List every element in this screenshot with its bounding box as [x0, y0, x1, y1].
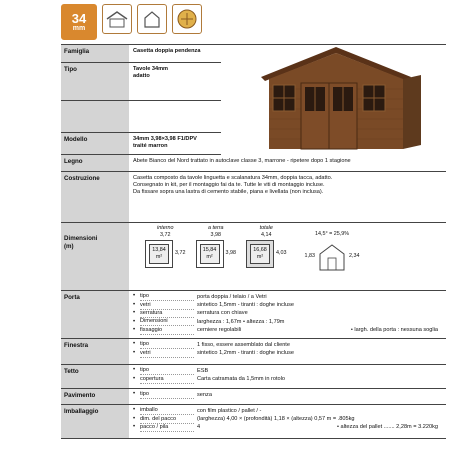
dim-totale-depth: 4,03	[276, 250, 287, 257]
porta-value: cerniere regolabili	[197, 327, 242, 334]
label-modello: Modello	[61, 133, 129, 154]
row-porta	[61, 291, 446, 339]
dim-a-terra-caption: a terra	[207, 225, 224, 231]
row-imballaggio	[61, 405, 446, 439]
modello-line2: traité marron	[133, 142, 168, 149]
row-famiglia	[61, 45, 221, 63]
finestra-key: tipo	[140, 341, 194, 349]
dimensioni-unit: (m)	[64, 242, 74, 250]
row-finestra	[61, 339, 446, 365]
tipo-line2: adatto	[133, 72, 150, 79]
list-item: • tipo ESB	[133, 367, 209, 374]
floor-plan-totale	[246, 240, 274, 268]
product-image	[221, 45, 446, 155]
finestra-key: vetri	[140, 350, 194, 358]
dim-interno-depth: 3,72	[175, 250, 186, 257]
imballaggio-value-extra: • altezza del pallet ....... 2,28m = 3.220kg	[337, 424, 438, 431]
wood-treatment-icon	[172, 4, 202, 34]
modello-line1: 34mm 3,98×3,98 F1/DPV	[133, 136, 197, 142]
label-tipo: Tipo	[61, 63, 129, 100]
value-finestra	[129, 339, 446, 364]
tetto-key: tipo	[140, 367, 194, 375]
list-item: • copertura Carta catramata da 1,5mm in rotolo	[133, 375, 285, 383]
porta-key: Dimensioni	[140, 318, 194, 326]
finestra-value: sintetico 1,2mm - tiranti : doghe incluse	[197, 350, 295, 357]
tetto-key: copertura	[140, 376, 194, 384]
costruzione-line: Da fissare sopra una lastra di cemento stabile, piana e livellata (non inclusa).	[133, 188, 324, 195]
list-item: • imballo con film plastico / pallet / -	[133, 407, 262, 414]
porta-key: fissaggio	[140, 327, 194, 335]
costruzione-line: Consegnato in kit, per il montaggio fai da te. Tutte le viti di montaggio incluse.	[133, 181, 325, 188]
dimensioni-label: Dimensioni	[64, 235, 98, 242]
value-tetto	[129, 365, 446, 388]
floor-plan-a-terra	[196, 240, 224, 268]
value-dimensioni	[129, 223, 446, 287]
value-imballaggio	[129, 405, 446, 438]
double-pitch-roof-icon	[102, 4, 132, 34]
dim-totale-caption: totale	[259, 225, 273, 231]
porta-value: serratura con chiave	[197, 310, 248, 317]
row-costruzione	[61, 172, 446, 223]
imballaggio-key: dim. del pacco	[140, 416, 194, 424]
thickness-value: 34	[71, 10, 87, 26]
value-legno: Abete Bianco del Nord trattato in autoclave classe 3, marrone - ripetere dopo 1 stagione	[133, 158, 351, 164]
list-item: • pacco / pila 4 • altezza del pallet ....... 2,28m = 3.220kg	[133, 424, 442, 432]
value-famiglia: Casetta doppia pendenza	[133, 48, 201, 54]
tipo-line1: Tavole 34mm	[133, 66, 169, 72]
dim-totale-area-unit: m²	[256, 253, 264, 260]
row-modello	[61, 133, 221, 155]
floor-plan-interno	[145, 240, 173, 268]
list-item: • Dimensioni larghezza : 1,67m • altezza : 1,79m	[133, 318, 285, 325]
gable-profile-icon	[317, 242, 347, 272]
label-legno: Legno	[61, 155, 129, 171]
dim-a-terra-depth: 3,98	[225, 250, 236, 257]
value-modello	[129, 133, 221, 154]
imballaggio-key: imballo	[140, 407, 194, 415]
row-empty	[61, 101, 221, 133]
list-item: • fissaggio cerniere regolabili • largh. della porta : nessuna soglia	[133, 327, 442, 335]
row-pavimento	[61, 389, 446, 405]
dim-interno-area-unit: m²	[155, 253, 163, 260]
porta-value-extra: • largh. della porta : nessuna soglia	[350, 327, 438, 334]
dim-interno-width: 3,72	[160, 231, 171, 238]
label-famiglia: Famiglia	[61, 45, 129, 62]
list-item: • vetri sintetico 1,5mm - tiranti : doghe incluse	[133, 301, 295, 309]
row-tipo	[61, 63, 221, 101]
porta-key: tipo	[140, 293, 194, 301]
value-porta	[129, 291, 446, 338]
dim-totale	[246, 225, 287, 268]
porta-value: larghezza : 1,67m • altezza : 1,79m	[197, 318, 285, 325]
ridge-height: 2,34	[349, 253, 360, 260]
thickness-unit: mm	[72, 24, 86, 32]
dim-interno-area: 13,84	[152, 246, 166, 253]
imballaggio-value: 4	[197, 424, 201, 431]
finestra-value: 1 fisso, essere assemblato dal cliente	[197, 341, 290, 348]
dim-interno	[145, 225, 186, 268]
imballaggio-value: (larghezza) 4,00 × (profondità) 1,18 × (altezza) 0,57 m = .805kg	[197, 416, 355, 423]
list-item: • serratura serratura con chiave	[133, 309, 248, 317]
label-dimensioni	[61, 223, 129, 290]
dim-a-terra-area: 15,84	[202, 246, 217, 253]
costruzione-line: Casetta composto da tavole linguetta e scalanatura 34mm, doppia tacca, adatto.	[133, 175, 333, 181]
porta-key: serratura	[140, 310, 194, 318]
label-porta: Porta	[61, 291, 129, 338]
dim-a-terra-area-unit: m²	[206, 253, 213, 260]
tetto-value: Carta catramata da 1,5mm in rotolo	[197, 376, 285, 383]
value-pavimento	[129, 389, 446, 404]
house-shape-icon	[137, 4, 167, 34]
row-dimensioni	[61, 223, 446, 291]
product-sheet	[61, 44, 446, 439]
label-pavimento: Pavimento	[61, 389, 129, 404]
porta-key: vetri	[140, 302, 194, 310]
list-item: • vetri sintetico 1,2mm - tiranti : doghe incluse	[133, 349, 295, 357]
feature-icons	[61, 4, 202, 40]
dim-a-terra-width: 3,98	[210, 231, 221, 238]
row-legno	[61, 155, 446, 172]
porta-value: sintetico 1,5mm - tiranti : doghe incluse	[197, 302, 295, 309]
label-imballaggio: Imballaggio	[61, 405, 129, 438]
board-thickness-icon	[61, 4, 97, 40]
value-costruzione	[129, 172, 446, 222]
list-item: • tipo porta doppia / telaio / a Vetri	[133, 293, 267, 300]
dim-totale-width: 4,14	[261, 231, 272, 238]
label-tetto: Tetto	[61, 365, 129, 388]
roof-slope: 14,5° = 25,9%	[314, 231, 350, 237]
tetto-value: ESB	[197, 367, 209, 374]
dim-profile	[305, 225, 360, 272]
pavimento-value: senza	[197, 391, 212, 398]
label-finestra: Finestra	[61, 339, 129, 364]
eave-height: 1,83	[304, 253, 315, 260]
value-empty	[129, 101, 221, 132]
row-tetto	[61, 365, 446, 389]
imballaggio-key: pacco / pila	[140, 424, 194, 432]
dim-a-terra	[196, 225, 237, 268]
dim-totale-area: 16,68	[253, 246, 267, 253]
label-empty	[61, 101, 129, 132]
value-tipo	[129, 63, 221, 100]
list-item: • dim. del pacco (larghezza) 4,00 × (profondità) 1,18 × (altezza) 0,57 m = .805kg	[133, 415, 355, 423]
list-item: • tipo senza	[133, 391, 212, 398]
pavimento-key: tipo	[140, 391, 194, 399]
list-item: • tipo 1 fisso, essere assemblato dal cliente	[133, 341, 290, 348]
dim-interno-caption: interno	[157, 225, 174, 231]
label-costruzione: Costruzione	[61, 172, 129, 222]
imballaggio-value: con film plastico / pallet / -	[197, 407, 262, 414]
porta-value: porta doppia / telaio / a Vetri	[197, 293, 267, 300]
